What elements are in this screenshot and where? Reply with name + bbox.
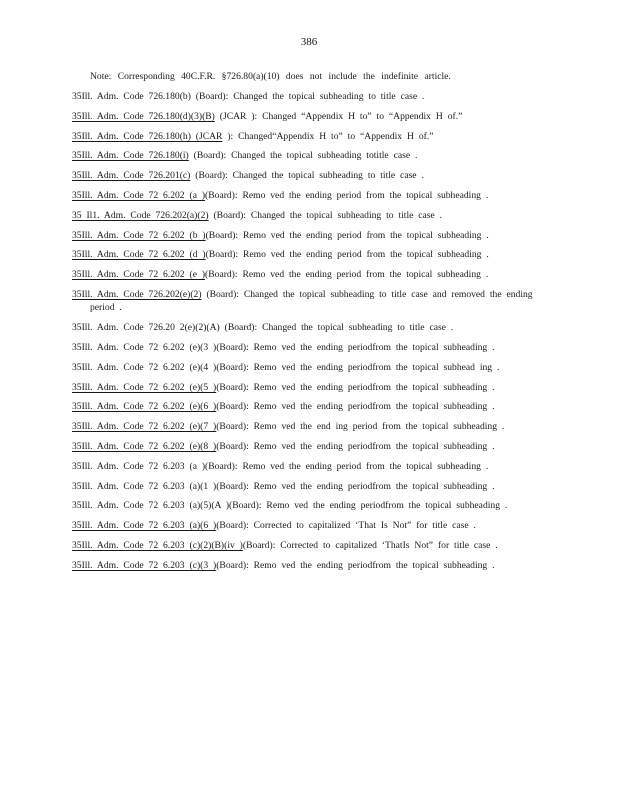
entries-list [72,90,542,572]
entry-description: (Board): Remo ved the ending periodfrom the topical subhead ing . [216,361,500,373]
entry-item [72,480,542,494]
page-number: 386 [300,36,318,48]
entry-description: (Board): Changed the topical subheading to title case and removed the ending period . [90,288,533,314]
entry-item [72,268,542,282]
entry-citation: 35Ill. Adm. Code 726.180(h) (JCAR [72,130,223,142]
entry-description: (Board): Remo ved the ending period from the topical subheading . [205,460,489,472]
entry-description: (Board): Remo ved the ending period from the topical subheading . [205,229,489,241]
entry-description: (Board): Changed the topical subheading to title case . [219,322,454,334]
entry-item [72,110,542,124]
entry-description: (JCAR ): Changed “Appendix H to” to “Appendix H of.” [214,110,463,122]
entry-item [72,209,542,223]
entry-citation: 35Ill. Adm. Code 72 6.203 (a)(6 ) [72,520,217,532]
entry-citation: 35Ill. Adm. Code 72 6.202 (d ) [72,249,206,261]
entry-item [72,361,542,375]
entry-citation: 35Ill. Adm. Code 72 6.202 (e)(3 ) [72,342,217,354]
entry-description: (Board): Remo ved the ending periodfrom the topical subheading . [216,342,495,354]
entry-citation: 35Ill. Adm. Code 726.20 2(e)(2)(A) [72,322,220,334]
entry-item [72,341,542,355]
entry-citation: 35Ill. Adm. Code 726.201(c) [72,170,191,182]
entry-citation: 35Ill. Adm. Code 726.180(b) [72,91,191,102]
entry-citation: 35 Il1. Adm. Code 726.202(a)(2) [72,209,209,221]
entry-citation: 35Ill. Adm. Code 72 6.202 (e)(8 ) [72,441,217,453]
entry-description: (Board): Remo ved the ending periodfrom the topical subheading . [216,401,495,413]
entry-citation: 35Ill. Adm. Code 72 6.203 (a)(5)(A ) [72,500,230,512]
entry-description: (Board): Changed the topical subheading totitle case . [188,150,418,162]
entry-description: ): Changed“Appendix H to” to “Appendix H of.” [222,130,434,142]
entry-item [72,229,542,243]
entry-citation: 35Ill. Adm. Code 726.180(i) [72,150,189,162]
entry-citation: 35Ill. Adm. Code 726.180(d)(3)(B) [72,110,215,122]
entry-description: (Board): Remo ved the ending period from the topical subheading . [205,189,489,201]
entry-description: (Board): Remo ved the ending periodfrom the topical subheading . [216,441,495,453]
entry-description: (Board): Changed the topical subheading to title case . [190,170,424,182]
entry-item [72,420,542,434]
entry-description: (Board): Remo ved the ending periodfrom the topical subheading . [216,381,495,393]
amendment-notes [72,70,542,579]
entry-description: (Board): Remo ved the ending periodfrom the topical subheading . [216,559,495,571]
entry-item [72,519,542,533]
entry-citation: 35Ill. Adm. Code 72 6.202 (e)(5 ) [72,381,217,393]
entry-item [72,90,542,104]
entry-item [72,248,542,262]
entry-citation: 35Ill. Adm. Code 72 6.202 (b ) [72,229,206,241]
entry-description: (Board): Corrected to capitalized ‘ThatIs Not” for title case . [242,540,498,552]
entry-citation: 35Ill. Adm. Code 72 6.202 (e)(6 ) [72,401,217,413]
entry-item [72,149,542,163]
entry-item [72,189,542,203]
entry-citation: 35Ill. Adm. Code 72 6.203 (a)(1 ) [72,480,217,492]
entry-item [72,499,542,513]
entry-item [72,400,542,414]
entry-item [72,460,542,474]
entry-description: (Board): Remo ved the end ing period from the topical subheading . [216,421,505,433]
entry-description: (Board): Remo ved the ending periodfrom the topical subheading . [229,500,508,512]
entry-item [72,559,542,573]
entry-description: (Board): Changed the topical subheading to title case . [190,91,425,102]
entry-citation: 35Ill. Adm. Code 72 6.203 (a ) [72,460,206,472]
entry-citation: 35Ill. Adm. Code 72 6.203 (c)(2)(B)(iv ) [72,540,243,552]
entry-item [72,539,542,553]
entry-item [72,381,542,395]
entry-citation: 35Ill. Adm. Code 72 6.202 (a ) [72,189,206,201]
entry-description: (Board): Remo ved the ending period from the topical subheading . [205,269,489,281]
entry-item [72,169,542,183]
entry-item [72,288,542,315]
entry-citation: 35Ill. Adm. Code 72 6.203 (c)(3 ) [72,559,217,571]
note-paragraph: Note: Corresponding 40C.F.R. §726.80(a)(10) does not include the indefinite article. [90,71,451,82]
entry-citation: 35Ill. Adm. Code 72 6.202 (e ) [72,269,206,281]
entry-citation: 35Ill. Adm. Code 72 6.202 (e)(7 ) [72,421,217,433]
entry-description: (Board): Corrected to capitalized ‘That Is Not” for title case . [216,520,476,532]
entry-description: (Board): Remo ved the ending periodfrom the topical subheading . [216,480,495,492]
entry-description: (Board): Remo ved the ending period from the topical subheading . [205,249,489,261]
entry-description: (Board): Changed the topical subheading to title case . [208,209,443,221]
entry-citation: 35Ill. Adm. Code 72 6.202 (e)(4 ) [72,361,217,373]
entry-citation: 35Ill. Adm. Code 726.202(e)(2) [72,288,202,300]
entry-item [72,130,542,144]
entry-item [72,440,542,454]
entry-item [72,321,542,335]
